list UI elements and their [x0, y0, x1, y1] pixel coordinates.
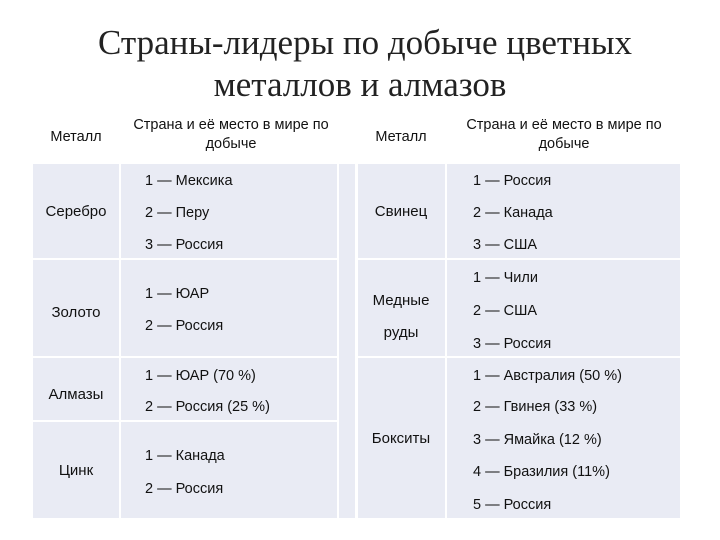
country-entry: 3 — Россия — [473, 336, 552, 352]
country-entry: 2 — Россия — [145, 481, 224, 497]
metal-svinets: Свинец — [374, 202, 428, 220]
country-entry: 1 — Канада — [145, 448, 225, 464]
header-metal-right-label: Металл — [375, 128, 427, 145]
metal-zoloto: Золото — [51, 303, 101, 321]
country-entry: 1 — Россия — [473, 173, 552, 189]
title-line-1: Страны-лидеры по добыче цветных — [98, 23, 632, 62]
metal-almazy: Алмазы — [48, 385, 104, 403]
country-entry: 2 — Россия (25 %) — [145, 399, 270, 415]
country-entry: 3 — США — [473, 237, 538, 253]
country-entry: 5 — Россия — [473, 497, 552, 513]
metal-tsink: Цинк — [58, 461, 94, 479]
slide-title — [0, 22, 720, 106]
metal-mednye-line1: Медные — [372, 292, 430, 309]
header-metal-left — [33, 110, 119, 164]
header-metal-left-label: Металл — [50, 128, 102, 145]
country-entry: 3 — Россия — [145, 237, 224, 253]
spacer-column — [339, 164, 355, 518]
metal-mednye-rudy — [358, 260, 444, 356]
country-entry: 4 — Бразилия (11%) — [473, 464, 610, 480]
country-entry: 2 — Россия — [145, 318, 224, 334]
header-country-right — [448, 116, 680, 164]
country-entry: 2 — США — [473, 303, 538, 319]
header-country-right-label: Страна и её место в мире по добыче — [466, 117, 662, 152]
country-entry: 1 — Мексика — [145, 173, 233, 189]
country-entry: 1 — ЮАР (70 %) — [145, 368, 256, 384]
country-entry: 3 — Ямайка (12 %) — [473, 432, 602, 448]
metal-boksity: Бокситы — [371, 430, 431, 447]
metal-mednye-line2: руды — [383, 324, 419, 341]
country-entry: 2 — Гвинея (33 %) — [473, 399, 598, 415]
country-entry: 1 — ЮАР — [145, 286, 210, 302]
metal-serebro: Серебро — [45, 202, 107, 220]
title-line-2: металлов и алмазов — [213, 65, 507, 104]
header-country-left — [122, 116, 340, 164]
country-entry: 1 — Чили — [473, 270, 538, 286]
divider-right-metal — [445, 164, 447, 518]
country-entry: 2 — Перу — [145, 205, 210, 221]
header-metal-right — [358, 110, 444, 164]
country-entry: 2 — Канада — [473, 205, 553, 221]
country-entry: 1 — Австралия (50 %) — [473, 368, 623, 384]
divider-spacer-left — [337, 164, 339, 518]
header-country-left-label: Страна и её место в мире по добыче — [133, 117, 329, 152]
divider-left-metal — [119, 164, 121, 518]
